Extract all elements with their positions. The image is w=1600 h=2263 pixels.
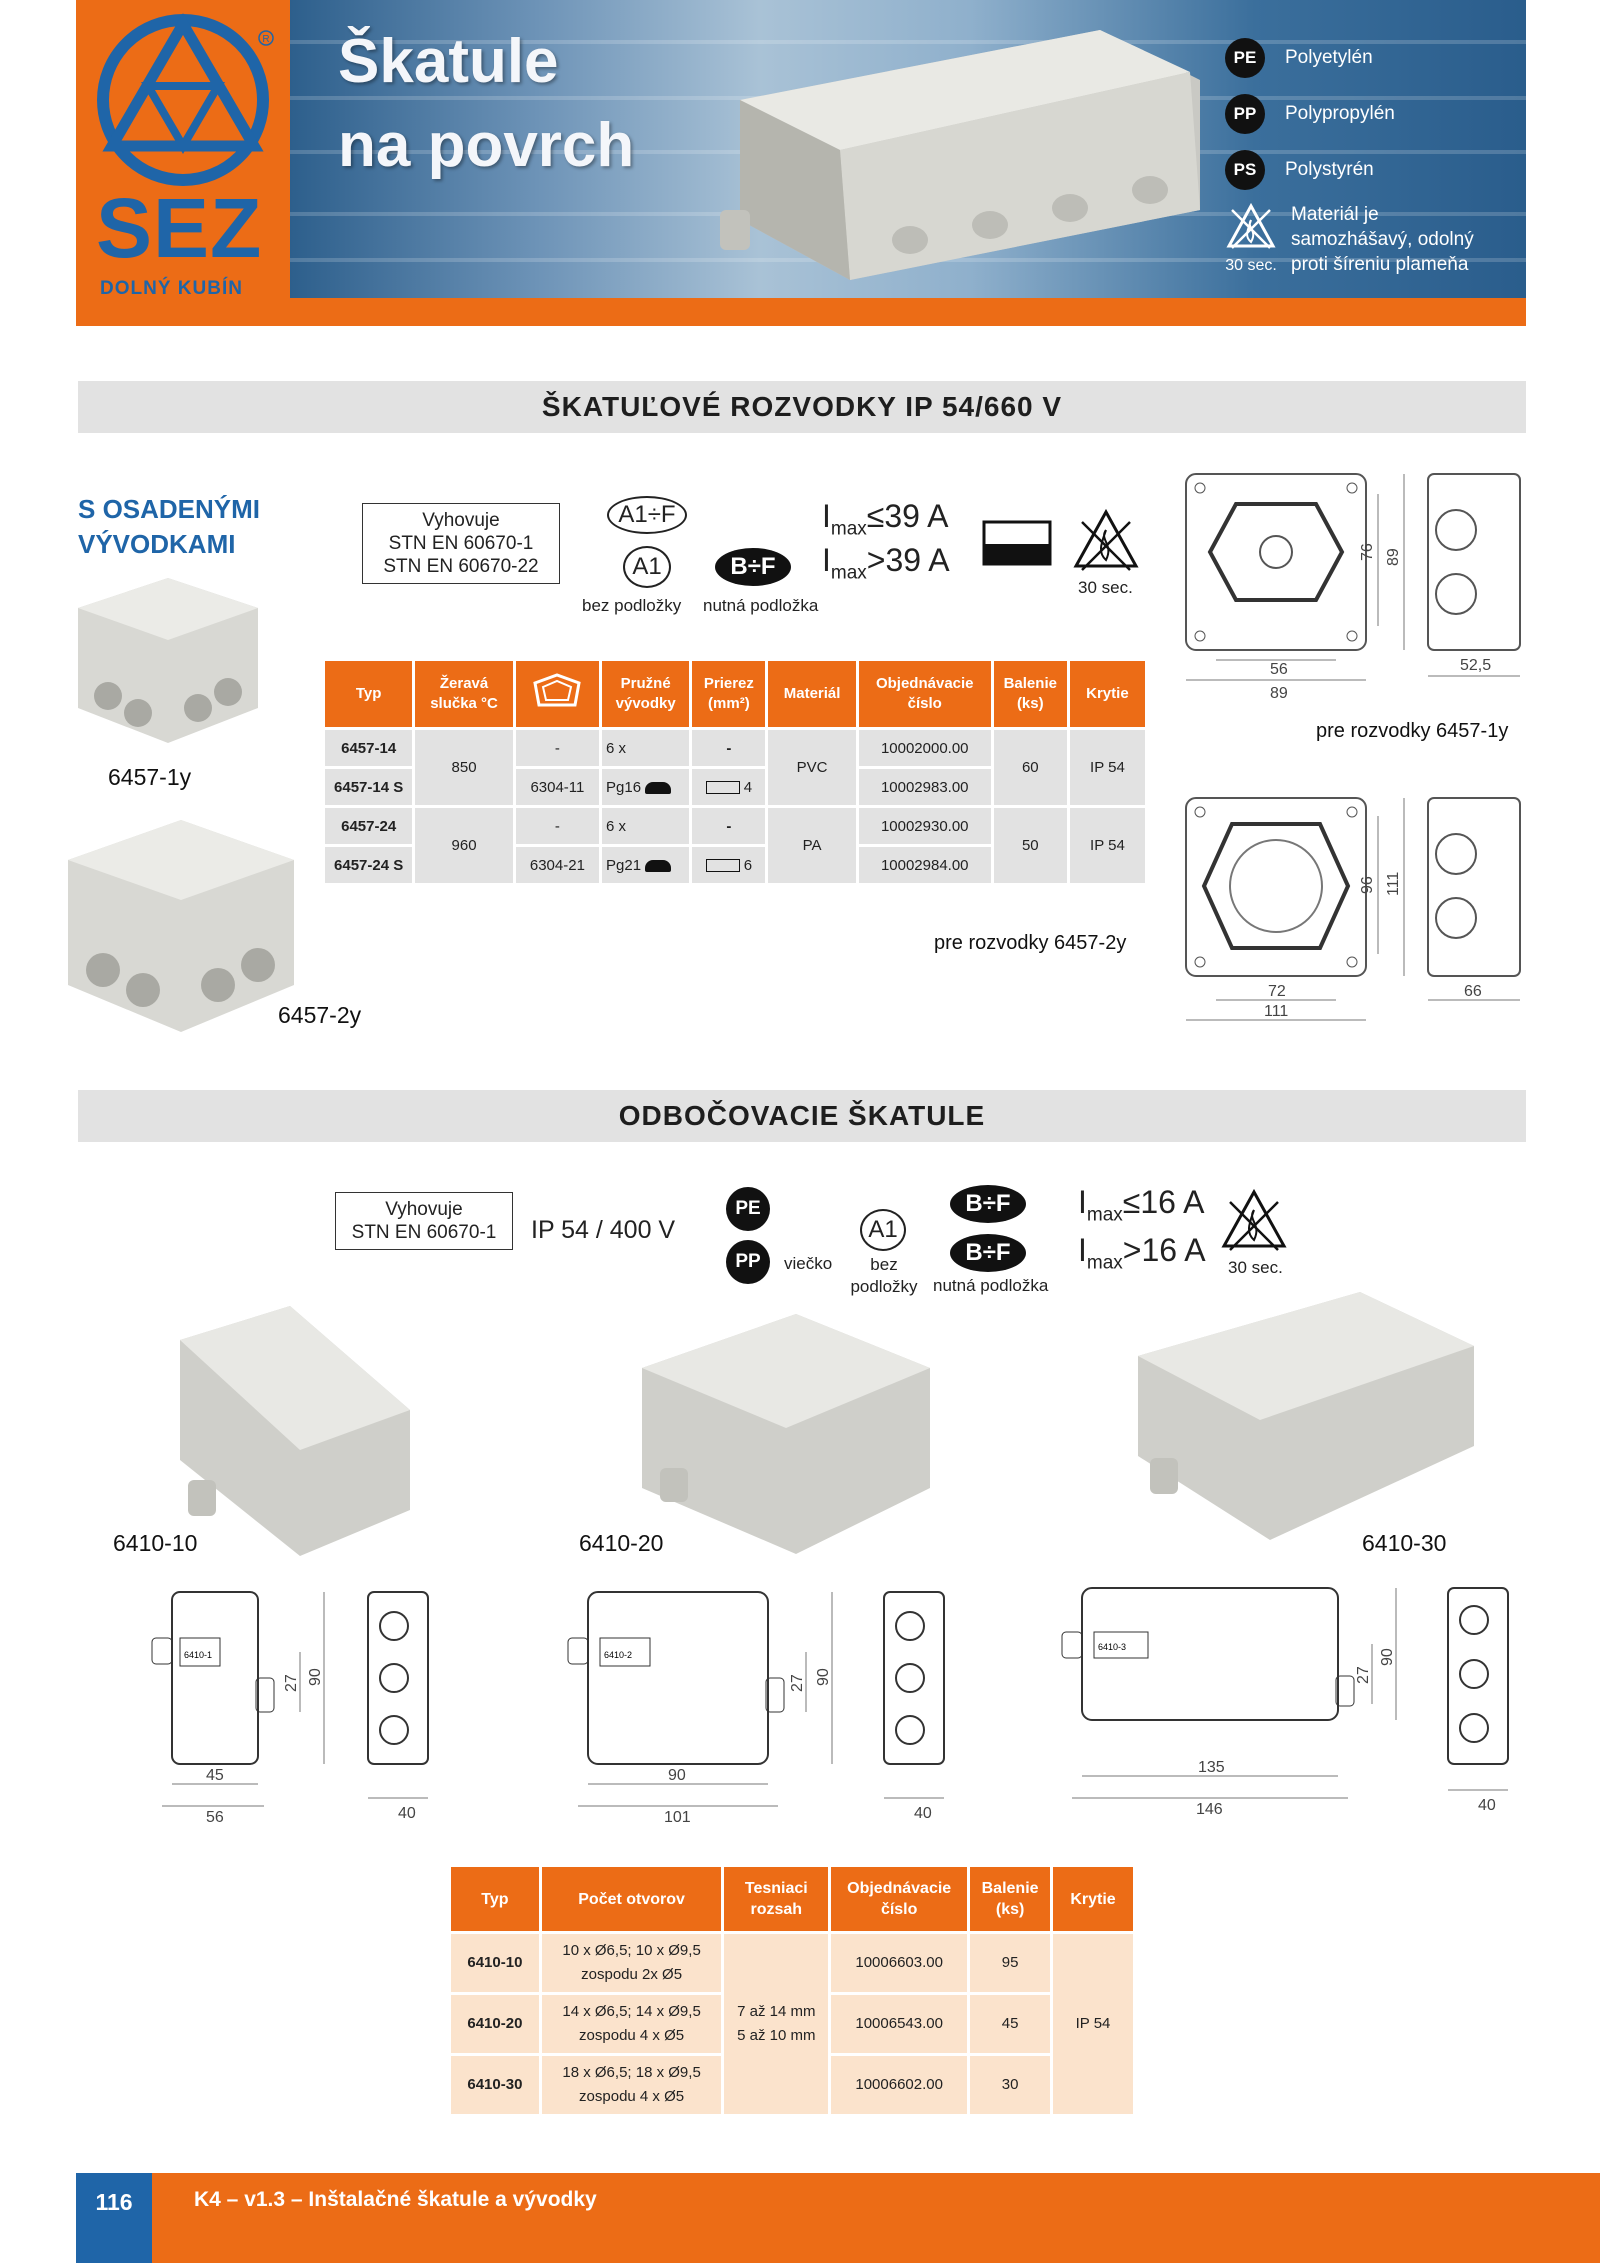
col-header: Balenie (ks) — [970, 1867, 1050, 1931]
svg-text:56: 56 — [1270, 661, 1288, 678]
svg-text:R: R — [262, 34, 270, 45]
product-label: 6410-30 — [1362, 1530, 1447, 1556]
svg-text:40: 40 — [1478, 1797, 1496, 1814]
logo-subtitle: DOLNÝ KUBÍN — [100, 278, 243, 299]
col-header-icon — [516, 661, 599, 727]
pp-badge: PP — [726, 1240, 770, 1284]
material-legend — [1225, 30, 1525, 277]
section-title-rozvodky: ŠKATUĽOVÉ ROZVODKY IP 54/660 V — [78, 381, 1526, 433]
table-odbocovacie — [448, 1864, 1136, 2117]
col-header: Objednávacie číslo — [859, 661, 991, 727]
table-row: 6410-20 14 x Ø6,5; 14 x Ø9,5 zospodu 4 x Ø5 10006543.00 45 — [451, 1995, 1133, 2053]
gland-icon — [527, 671, 587, 711]
imax-low: $I_{max}\le 16$ A — [1078, 1184, 1205, 1226]
technical-drawing-6457-1y — [1180, 466, 1526, 716]
technical-drawing-6410-10 — [146, 1588, 486, 1828]
imax-high: $I_{max}>39$ A — [822, 542, 950, 584]
rating-a1-oval: A1 — [860, 1209, 906, 1251]
svg-text:89: 89 — [1270, 685, 1288, 702]
product-label: 6457-1y — [108, 764, 192, 790]
ps-badge: PS — [1225, 150, 1265, 190]
rating-bf-oval: B÷F — [950, 1185, 1026, 1223]
table-row: 6410-30 18 x Ø6,5; 18 x Ø9,5 zospodu 4 x Ø5 10006602.00 30 — [451, 2056, 1133, 2114]
pp-badge: PP — [1225, 94, 1265, 134]
gland-black-icon — [645, 860, 671, 872]
legend-item-pp — [1225, 86, 1525, 142]
compliance-box: Vyhovuje STN EN 60670-1 STN EN 60670-22 — [362, 503, 560, 584]
svg-text:27: 27 — [789, 1674, 806, 1692]
svg-text:111: 111 — [1264, 1003, 1289, 1020]
label-nutna-podlozka: nutná podložka — [703, 596, 819, 615]
rating-bf-oval: B÷F — [950, 1234, 1026, 1272]
col-header: Pružné vývodky — [602, 661, 689, 727]
imax-low: $I_{max}\le 39$ A — [822, 498, 949, 540]
imax-high: $I_{max}>16$ A — [1078, 1232, 1206, 1274]
fire-resistant-icon — [1226, 202, 1276, 252]
fire-sec-label: 30 sec. — [1228, 1258, 1283, 1277]
product-photo-6457-2y — [58, 810, 304, 1036]
legend-label: Polystyrén — [1285, 159, 1374, 180]
product-photo-6410-10 — [170, 1300, 420, 1560]
svg-text:135: 135 — [1198, 1759, 1225, 1776]
table-row: 6457-14 S 6304-11 Pg16 4 10002983.00 — [325, 769, 1145, 805]
col-header: Tesniaci rozsah — [724, 1867, 828, 1931]
svg-text:27: 27 — [1355, 1666, 1372, 1684]
svg-text:96: 96 — [1359, 876, 1376, 894]
label-nutna-podlozka: nutná podložka — [933, 1276, 1049, 1295]
label-bez-podlozky: bez podložky — [850, 1255, 918, 1296]
page-title: Škatule na povrch — [338, 27, 635, 180]
legend-item-fire: 30 sec. Materiál je samozhášavý, odolný proti šíreniu plameňa — [1225, 202, 1525, 277]
col-header: Prierez (mm²) — [692, 661, 765, 727]
table-rozvodky — [322, 658, 1148, 886]
svg-text:40: 40 — [398, 1805, 416, 1822]
legend-item-pe — [1225, 30, 1525, 86]
drawing-caption: pre rozvodky 6457-2y — [934, 932, 1127, 954]
product-label: 6457-2y — [278, 1002, 362, 1028]
rating-a1f-oval: A1÷F — [607, 496, 687, 534]
pe-badge: PE — [726, 1187, 770, 1231]
product-label: 6410-10 — [113, 1530, 198, 1556]
technical-drawing-6410-30 — [1050, 1580, 1530, 1820]
product-photo-6410-20 — [636, 1308, 936, 1558]
fire-sec-label: 30 sec. — [1078, 578, 1133, 597]
svg-text:45: 45 — [206, 1767, 224, 1784]
col-header: Balenie (ks) — [994, 661, 1067, 727]
svg-text:89: 89 — [1385, 548, 1402, 566]
table-row: 6410-10 10 x Ø6,5; 10 x Ø9,5 zospodu 2x Ø5 7 až 14 mm 5 až 10 mm 10006603.00 95 IP 54 — [451, 1934, 1133, 1992]
rating-a1-oval: A1 — [623, 546, 671, 588]
svg-text:6410-1: 6410-1 — [184, 1650, 213, 1660]
section-title-odbocovacie: ODBOČOVACIE ŠKATULE — [78, 1090, 1526, 1142]
svg-text:111: 111 — [1385, 871, 1402, 896]
footer-band — [76, 2173, 1600, 2263]
svg-text:40: 40 — [914, 1805, 932, 1822]
legend-label: Polypropylén — [1285, 103, 1395, 124]
product-photo-6410-30 — [1130, 1286, 1478, 1544]
technical-drawing-6410-20 — [556, 1588, 976, 1828]
col-header: Materiál — [768, 661, 855, 727]
col-header: Počet otvorov — [542, 1867, 722, 1931]
svg-text:90: 90 — [307, 1668, 324, 1686]
svg-text:90: 90 — [815, 1668, 832, 1686]
svg-text:90: 90 — [668, 1767, 686, 1784]
svg-text:52,5: 52,5 — [1460, 657, 1492, 674]
label-vieko: viečko — [784, 1254, 833, 1273]
gland-black-icon — [645, 782, 671, 794]
label-bez-podlozky: bez podložky — [582, 596, 682, 615]
ip-rating: IP 54 / 400 V — [531, 1216, 676, 1244]
cable-section-icon — [706, 781, 740, 794]
product-label: 6410-20 — [579, 1530, 664, 1556]
legend-item-ps — [1225, 142, 1525, 198]
compliance-box: Vyhovuje STN EN 60670-1 — [335, 1192, 513, 1250]
footer-text: K4 – v1.3 – Inštalačné škatule a vývodky — [194, 2188, 597, 2211]
svg-text:56: 56 — [206, 1809, 224, 1826]
product-photo-hero — [680, 10, 1200, 280]
legend-label: Polyetylén — [1285, 47, 1373, 68]
svg-text:101: 101 — [664, 1809, 691, 1826]
col-header: Objednávacie číslo — [831, 1867, 967, 1931]
product-photo-6457-1y — [68, 568, 268, 748]
col-header: Žeravá slučka °C — [415, 661, 512, 727]
pe-badge: PE — [1225, 38, 1265, 78]
col-header: Typ — [325, 661, 412, 727]
cable-section-icon — [706, 859, 740, 872]
svg-text:6410-2: 6410-2 — [604, 1650, 633, 1660]
drawing-caption: pre rozvodky 6457-1y — [1316, 720, 1509, 742]
logo-text: SEZ — [96, 181, 263, 275]
table-row: 6457-24 S 6304-21 Pg21 6 10002984.00 — [325, 847, 1145, 883]
svg-text:27: 27 — [283, 1674, 300, 1692]
col-header: Krytie — [1053, 1867, 1133, 1931]
col-header: Typ — [451, 1867, 539, 1931]
table-row: 6457-14 850 - 6 x - PVC 10002000.00 60 IP 54 — [325, 730, 1145, 766]
fire-description: Materiál je samozhášavý, odolný proti šíreniu plameňa — [1291, 204, 1474, 275]
svg-text:6410-3: 6410-3 — [1098, 1642, 1127, 1652]
svg-text:76: 76 — [1359, 543, 1376, 561]
col-header: Krytie — [1070, 661, 1145, 727]
svg-text:146: 146 — [1196, 1801, 1223, 1818]
table-row: 6457-24 960 - 6 x - PA 10002930.00 50 IP 54 — [325, 808, 1145, 844]
technical-drawing-6457-2y — [1180, 794, 1526, 1034]
page-number: 116 — [76, 2173, 152, 2263]
svg-text:72: 72 — [1268, 983, 1286, 1000]
rating-bf-oval: B÷F — [715, 548, 791, 586]
svg-text:66: 66 — [1464, 983, 1482, 1000]
fire-resistant-icon — [1220, 1188, 1288, 1254]
section-subtitle: S OSADENÝMI VÝVODKAMI — [78, 494, 261, 559]
svg-text:90: 90 — [1379, 1648, 1396, 1666]
surface-mount-icon — [982, 520, 1052, 566]
fire-resistant-icon — [1072, 508, 1140, 574]
